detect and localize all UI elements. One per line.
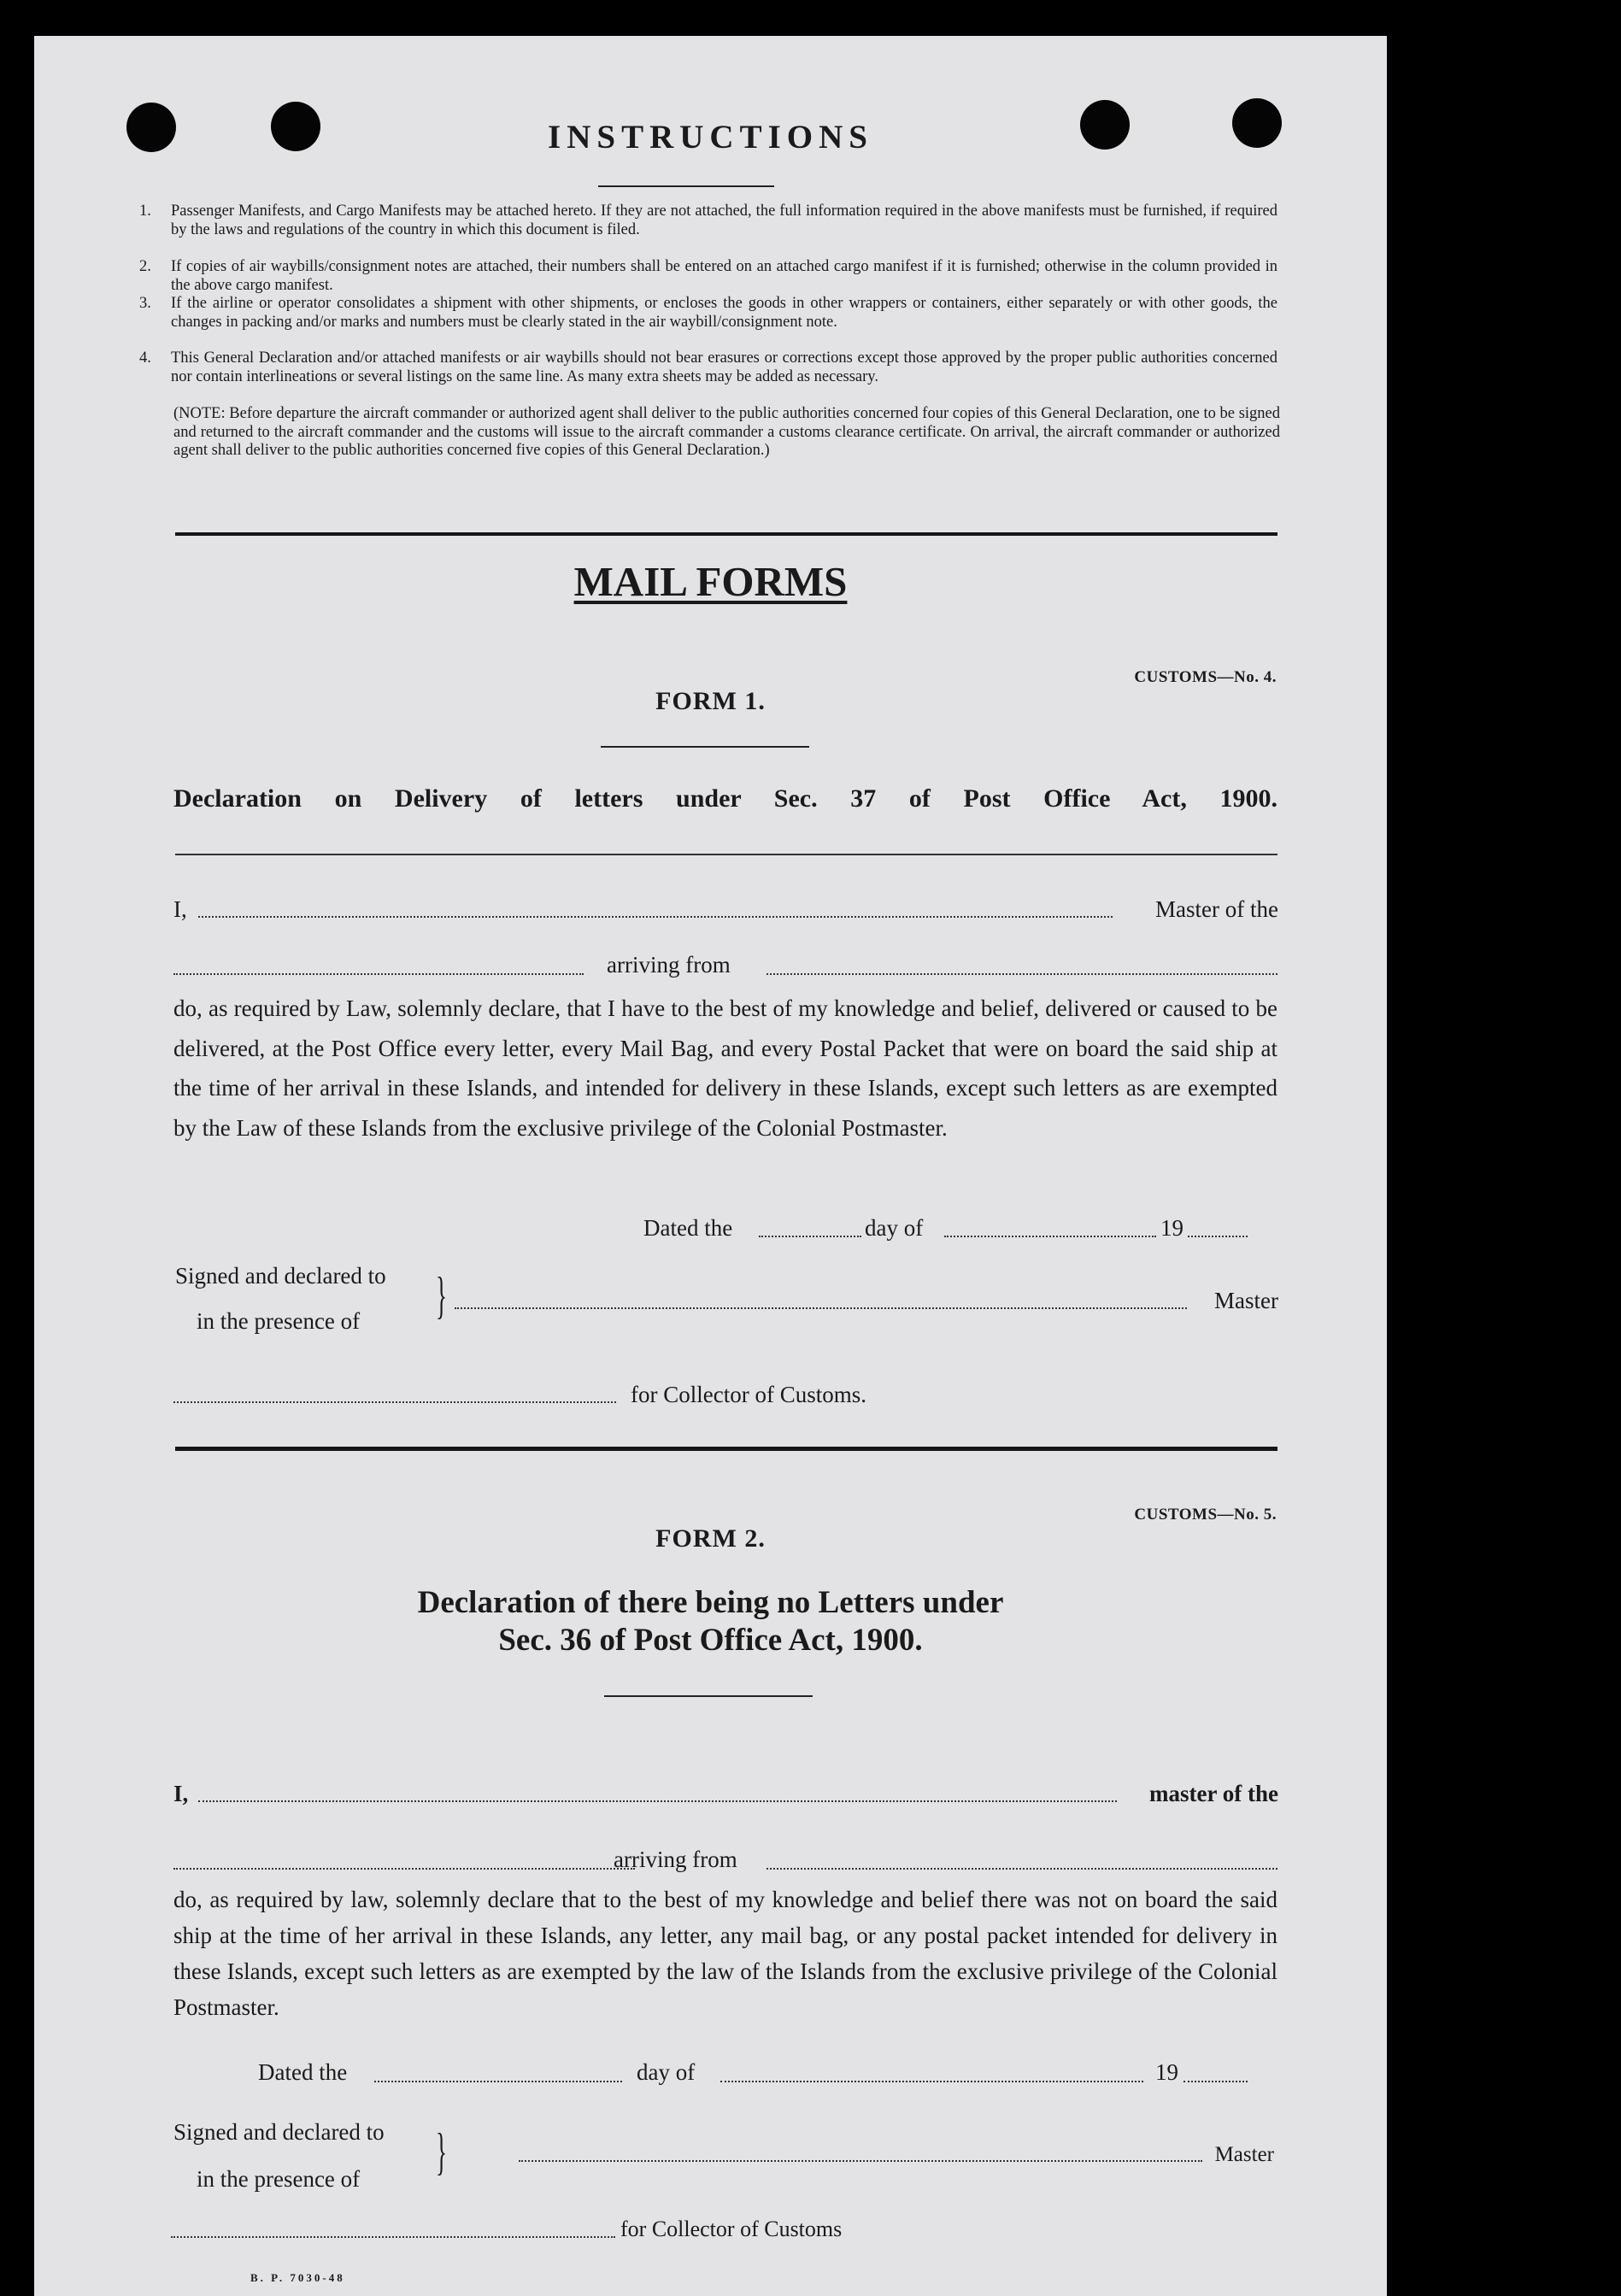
- instruction-number: 4.: [139, 349, 151, 367]
- mail-forms-title: MAIL FORMS: [573, 558, 848, 605]
- form1-master-label: Master: [1214, 1288, 1278, 1313]
- form2-body: do, as required by law, solemnly declare that to the best of my knowledge and belief there was not on board the said ship at the time of her arrival in these Islands, any letter, any mail bag, or any postal packet intended for delivery in these Islands, except such letters as are exempted by the law of the Islands from the exclusive privilege of the Colonial Postmaster.: [173, 1887, 1277, 2020]
- instruction-note: [173, 405, 1280, 461]
- form1-signed-line1: Signed and declared to: [175, 1263, 386, 1289]
- form1-year-prefix: 19: [1160, 1215, 1183, 1241]
- form2-day-field[interactable]: [374, 2080, 622, 2082]
- form2-collector-label: for Collector of Customs: [620, 2217, 843, 2241]
- form1-year-field[interactable]: [1188, 1235, 1248, 1237]
- instruction-text: If the airline or operator consolidates a shipment with other shipments, or encloses the goods in other wrappers or containers, either separately or with other goods, the changes in packing and/or marks and numbers must be clearly stated in the air waybill/consignment note.: [171, 295, 1277, 331]
- form2-year-prefix: 19: [1155, 2059, 1178, 2085]
- form2-year-field[interactable]: [1183, 2080, 1248, 2082]
- instructions-title: INSTRUCTIONS: [548, 119, 873, 156]
- instruction-note-text: (NOTE: Before departure the aircraft commander or authorized agent shall deliver to the public authorities concerned four copies of this General Declaration, one to be signed and returned to the aircraft commander and the customs will issue to the aircraft commander a customs clearance certificate. On arrival, the aircraft commander or authorized agent shall deliver to the public authorities concerned five copies of this General Declaration.): [173, 405, 1280, 459]
- form1-master-line: [173, 896, 1277, 923]
- form2-arriving-from-label: arriving from: [614, 1847, 737, 1872]
- document-page: [34, 36, 1387, 2296]
- form1-day-field[interactable]: [759, 1235, 861, 1237]
- instruction-number: 2.: [139, 258, 151, 275]
- form2-master-of-the-label: master of the: [1149, 1781, 1278, 1806]
- form2-arriving-from-field[interactable]: [766, 1867, 1277, 1870]
- form1-brace: }: [436, 1267, 447, 1324]
- form1-collector-label: for Collector of Customs.: [631, 1382, 866, 1407]
- form2-master-label: Master: [1214, 2143, 1274, 2166]
- form1-master-name-field[interactable]: [198, 915, 1113, 918]
- form1-underline: [601, 746, 809, 748]
- instruction-item-4: [139, 349, 1277, 386]
- instruction-number: 3.: [139, 295, 151, 312]
- print-code: B. P. 7030-48: [250, 2271, 345, 2284]
- instruction-item-3: [139, 295, 1277, 332]
- form2-day-of-label: day of: [637, 2059, 696, 2085]
- form1-arriving-from-field[interactable]: [766, 972, 1277, 975]
- form2-heading-line1: Declaration of there being no Letters under: [417, 1585, 1004, 1620]
- instruction-text: This General Declaration and/or attached manifests or air waybills should not bear erasures or corrections except those approved by the proper public authorities concerned nor contain interlineations or several listings on the same line. As many extra sheets may be added as necessary.: [171, 349, 1277, 385]
- form1-ship-name-field[interactable]: [173, 972, 584, 975]
- form1-day-of-label: day of: [865, 1215, 924, 1241]
- i-prefix: I,: [173, 896, 187, 922]
- form2-heading-line2: Sec. 36 of Post Office Act, 1900.: [498, 1623, 923, 1658]
- form2-signed-line2: in the presence of: [197, 2166, 361, 2192]
- form2-master-line: [173, 1781, 1277, 1807]
- form1-master-signature-field[interactable]: [455, 1307, 1187, 1309]
- form2-dated-the-label: Dated the: [258, 2059, 348, 2085]
- form2-customs-number: CUSTOMS—No. 5.: [1134, 1506, 1277, 1524]
- form2-underline: [604, 1695, 813, 1697]
- form1-heading: Declaration on Delivery of letters under Sec. 37 of Post Office Act, 1900.: [173, 784, 1277, 813]
- form2-master-signature-field[interactable]: [519, 2159, 1202, 2162]
- form-divider: [175, 1447, 1277, 1451]
- arriving-from-label: arriving from: [607, 952, 731, 978]
- form1-month-field[interactable]: [944, 1235, 1156, 1237]
- i-prefix: I,: [173, 1781, 189, 1806]
- instructions-underline: [598, 185, 774, 187]
- form2-month-field[interactable]: [720, 2080, 1143, 2082]
- instruction-item-2: [139, 258, 1277, 295]
- form2-label: FORM 2.: [655, 1524, 766, 1553]
- section-divider: [175, 532, 1277, 536]
- form1-dated-the-label: Dated the: [643, 1215, 733, 1241]
- instruction-item-1: [139, 203, 1277, 239]
- form1-heading-rule: [175, 854, 1277, 855]
- instruction-text: If copies of air waybills/consignment notes are attached, their numbers shall be entered on an attached cargo manifest if it is furnished; otherwise in the column provided in the above cargo manifest.: [171, 258, 1277, 294]
- form1-label: FORM 1.: [655, 687, 766, 715]
- form2-master-name-field[interactable]: [198, 1800, 1117, 1802]
- form2-collector-signature-field[interactable]: [171, 2235, 615, 2238]
- instruction-number: 1.: [139, 203, 151, 220]
- form1-customs-number: CUSTOMS—No. 4.: [1134, 668, 1277, 686]
- form2-brace: }: [436, 2123, 447, 2180]
- form1-signed-line2: in the presence of: [197, 1308, 361, 1334]
- master-of-the-label: Master of the: [1155, 896, 1278, 922]
- form2-ship-name-field[interactable]: [173, 1867, 635, 1870]
- instruction-text: Passenger Manifests, and Cargo Manifests may be attached hereto. If they are not attached, the full information required in the above manifests must be furnished, if required by the laws and regulations of the country in which this document is filed.: [171, 203, 1277, 238]
- form1-collector-signature-field[interactable]: [173, 1401, 616, 1403]
- form1-body: do, as required by Law, solemnly declare, that I have to the best of my knowledge and belief, delivered or caused to be delivered, at the Post Office every letter, every Mail Bag, and every Postal Packet that were on board the said ship at the time of her arrival in these Islands, and intended for delivery in these Islands, except such letters as are exempted by the Law of these Islands from the exclusive privilege of the Colonial Postmaster.: [173, 995, 1277, 1141]
- form2-signed-line1: Signed and declared to: [173, 2119, 385, 2145]
